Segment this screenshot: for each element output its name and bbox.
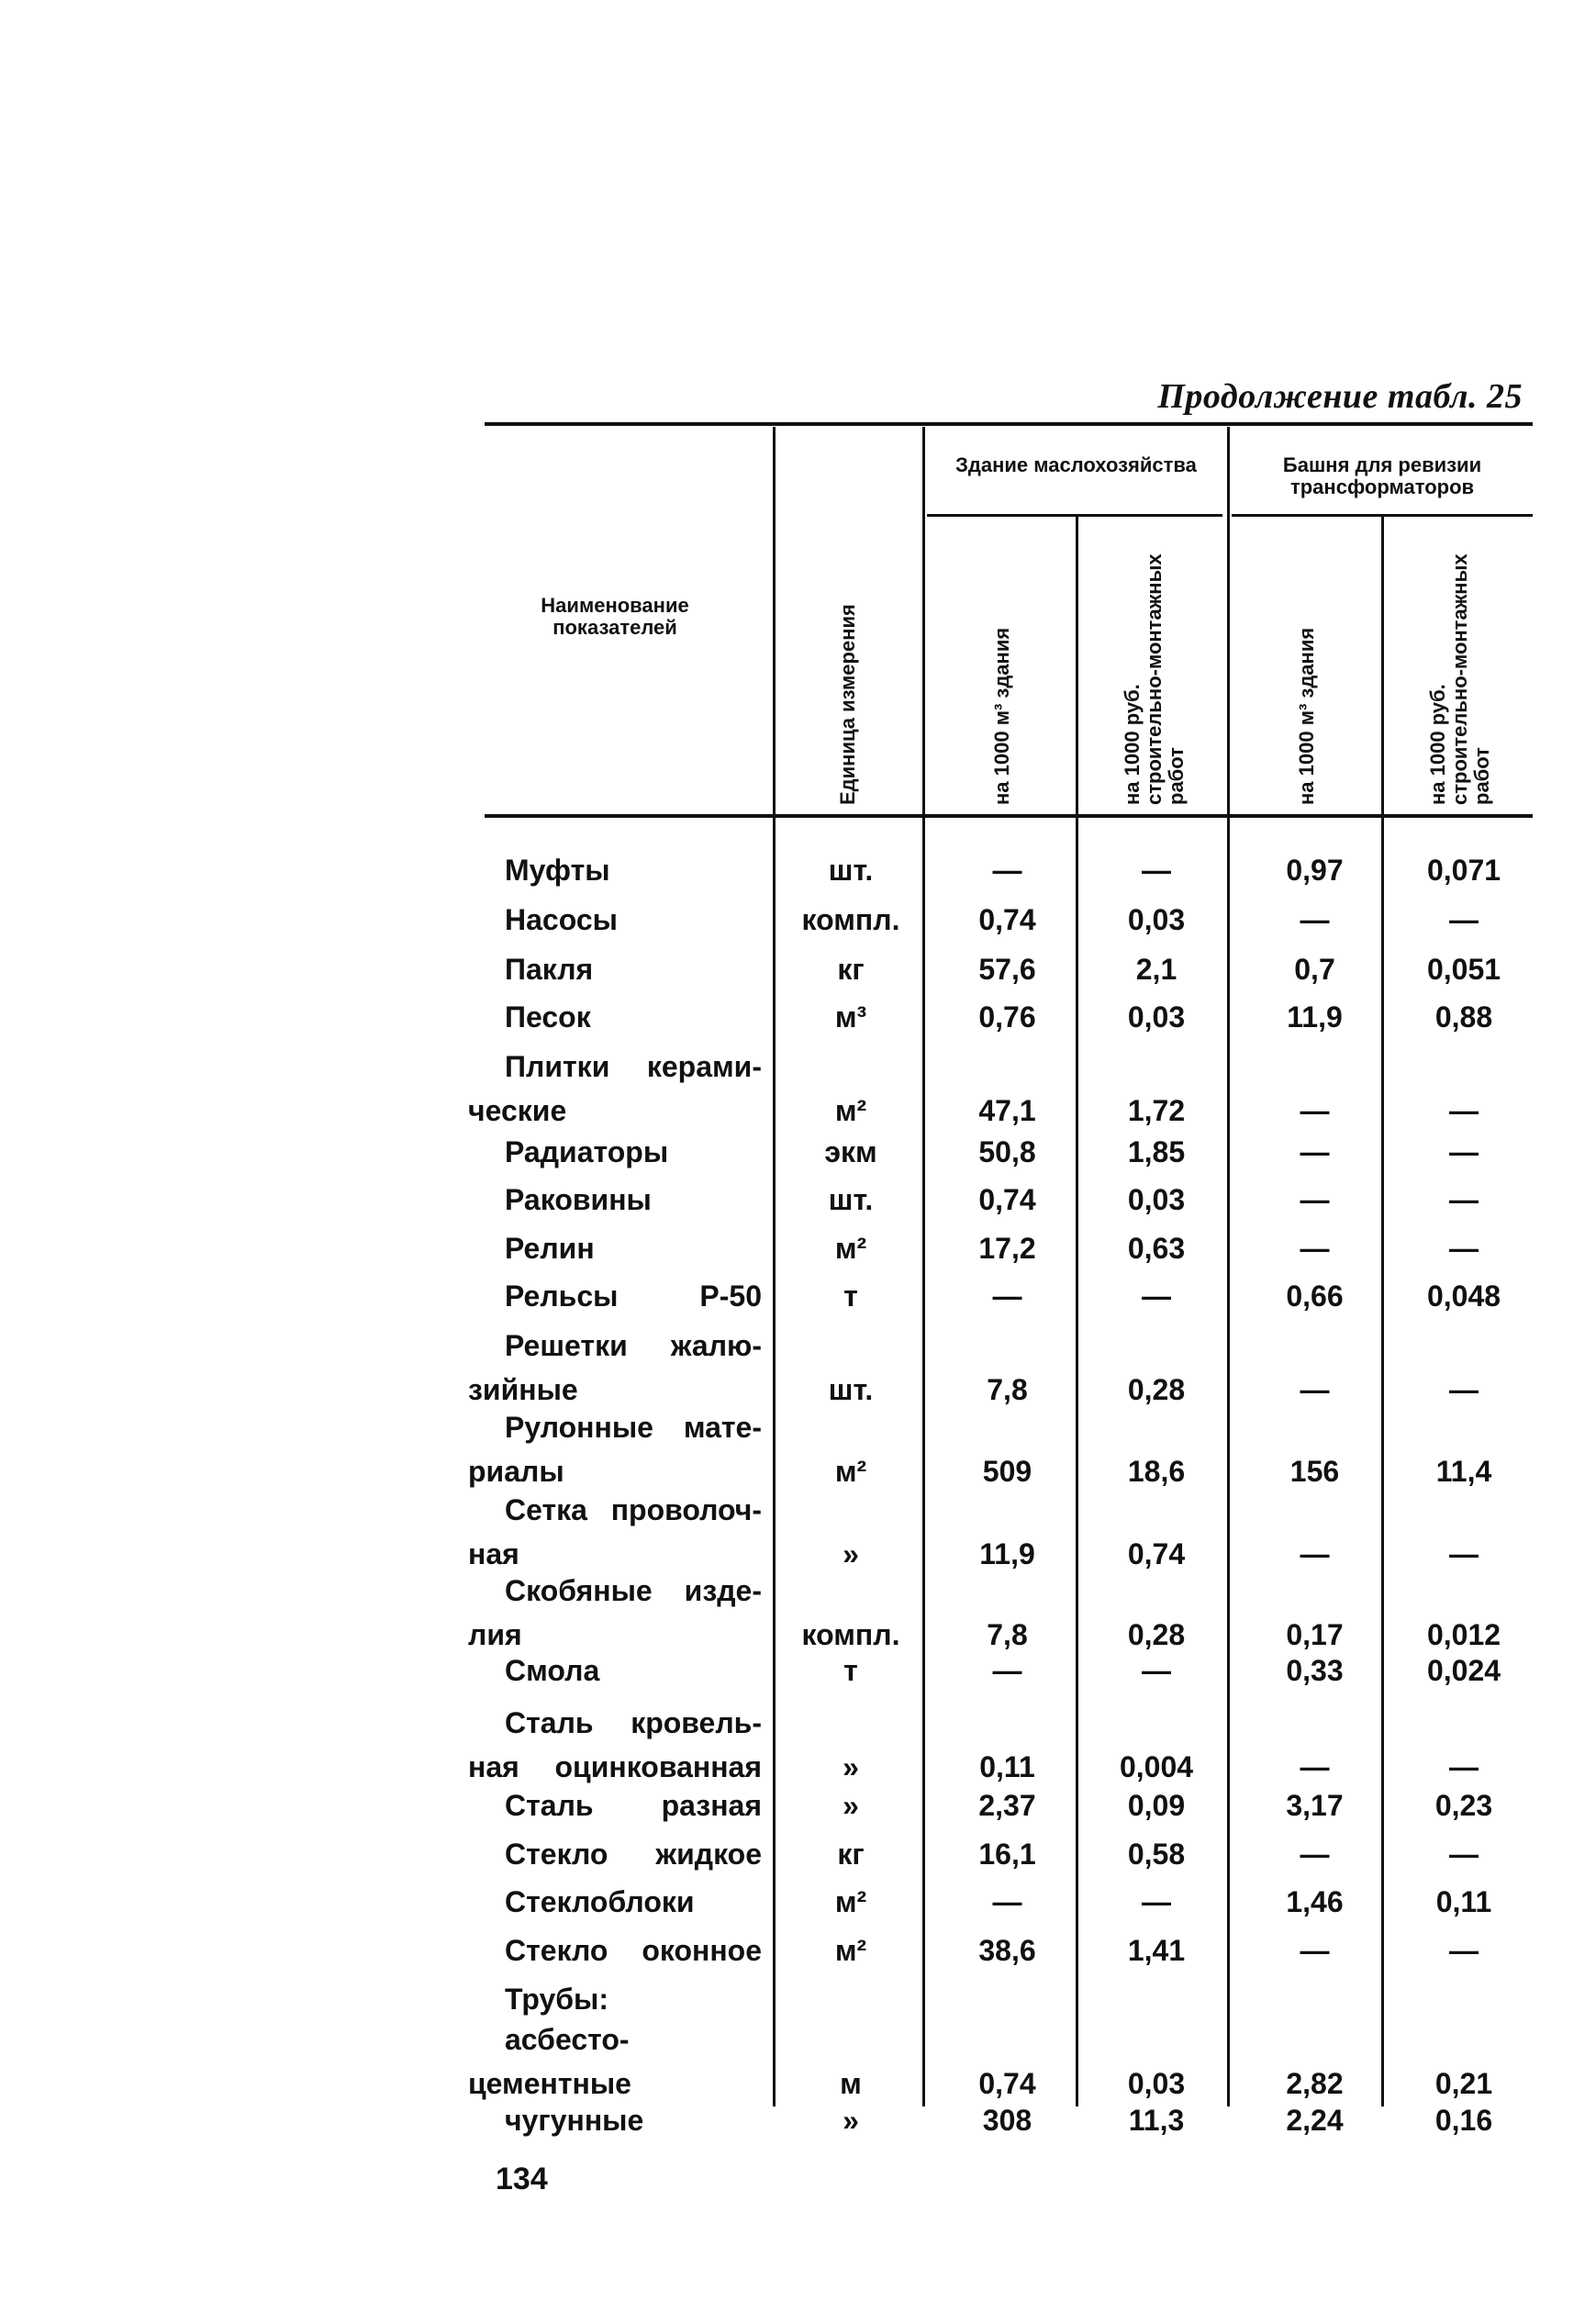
row-unit: » bbox=[843, 1750, 859, 1783]
row-value-tower-volume: 0,33 bbox=[1286, 1654, 1344, 1687]
row-name: Муфты bbox=[505, 854, 610, 887]
row-value-tower-volume: 2,82 bbox=[1286, 2067, 1344, 2100]
row-value-building-cost: — bbox=[1142, 1654, 1171, 1687]
row-value-tower-volume: 0,66 bbox=[1286, 1279, 1344, 1313]
row-value-tower-volume: 0,7 bbox=[1294, 953, 1335, 986]
row-value-building-cost: 1,72 bbox=[1127, 1094, 1186, 1127]
header-group1: Здание маслохозяйства bbox=[955, 453, 1197, 476]
row-value-building-volume: 308 bbox=[982, 2104, 1032, 2137]
row-name: Плитки керами- bbox=[505, 1050, 762, 1083]
row-value-building-cost: 0,28 bbox=[1127, 1373, 1186, 1406]
row-name: Раковины bbox=[505, 1183, 652, 1216]
row-value-tower-volume: 0,97 bbox=[1286, 854, 1344, 887]
row-value-building-volume: 38,6 bbox=[978, 1934, 1036, 1967]
row-value-building-volume: 0,74 bbox=[978, 2067, 1036, 2100]
row-name: Решетки жалю- bbox=[505, 1329, 762, 1362]
row-unit: » bbox=[843, 1537, 859, 1570]
row-value-building-cost: — bbox=[1142, 854, 1171, 887]
row-unit: компл. bbox=[801, 1618, 900, 1651]
row-value-building-cost: 1,85 bbox=[1127, 1135, 1186, 1168]
row-value-building-volume: 7,8 bbox=[987, 1373, 1028, 1406]
row-value-building-volume: — bbox=[992, 1654, 1022, 1687]
vrule-groups bbox=[1227, 427, 1230, 2106]
row-value-building-volume: — bbox=[992, 1279, 1022, 1313]
row-value-building-volume: 509 bbox=[982, 1455, 1032, 1488]
row-value-tower-volume: 2,24 bbox=[1286, 2104, 1344, 2137]
row-unit: шт. bbox=[828, 1183, 874, 1216]
header-unit: Единица измерения bbox=[836, 604, 859, 805]
row-name: Рулонные мате- bbox=[505, 1411, 762, 1444]
table-caption: Продолжение табл. 25 bbox=[1157, 377, 1523, 416]
row-name: Рельсы Р-50 bbox=[505, 1279, 762, 1313]
row-value-tower-volume: 11,9 bbox=[1287, 1000, 1343, 1034]
row-value-tower-volume: — bbox=[1300, 1135, 1330, 1168]
row-name: Скобяные изде- bbox=[505, 1574, 762, 1607]
row-value-building-volume: 2,37 bbox=[978, 1789, 1036, 1822]
row-value-building-volume: 57,6 bbox=[978, 953, 1036, 986]
row-value-building-volume: 0,11 bbox=[979, 1750, 1035, 1783]
row-value-tower-cost: — bbox=[1449, 1750, 1479, 1783]
row-value-building-volume: — bbox=[992, 1885, 1022, 1918]
row-value-building-volume: 11,9 bbox=[979, 1537, 1035, 1570]
row-name: Смола bbox=[505, 1654, 600, 1687]
row-value-tower-volume: — bbox=[1300, 1838, 1330, 1871]
row-value-tower-volume: 1,46 bbox=[1286, 1885, 1344, 1918]
row-value-tower-cost: 0,024 bbox=[1426, 1654, 1501, 1687]
row-value-tower-cost: 0,16 bbox=[1434, 2104, 1493, 2137]
row-unit: м² bbox=[834, 1094, 867, 1127]
row-unit: шт. bbox=[828, 1373, 874, 1406]
header-sub2: на 1000 руб. строительно-монтажных работ bbox=[1121, 553, 1188, 805]
row-name: Сталь разная bbox=[505, 1789, 762, 1822]
row-value-tower-volume: — bbox=[1300, 1183, 1330, 1216]
row-name-cont: ная оцинкованная bbox=[468, 1750, 762, 1783]
row-name-cont: цементные bbox=[468, 2067, 631, 2100]
row-unit: компл. bbox=[801, 903, 900, 936]
row-value-building-volume: 16,1 bbox=[978, 1838, 1036, 1871]
row-name-cont: риалы bbox=[468, 1455, 564, 1488]
row-name-cont: лия bbox=[468, 1618, 522, 1651]
header-bottom-rule bbox=[485, 814, 1533, 818]
row-value-building-cost: 18,6 bbox=[1127, 1455, 1186, 1488]
row-value-tower-volume: — bbox=[1300, 1094, 1330, 1127]
row-value-tower-cost: — bbox=[1449, 1373, 1479, 1406]
row-value-building-cost: 1,41 bbox=[1127, 1934, 1186, 1967]
row-name: Стекло оконное bbox=[505, 1934, 762, 1967]
row-unit: » bbox=[843, 1789, 859, 1822]
row-name: Сталь кровель- bbox=[505, 1706, 762, 1739]
row-value-building-cost: 0,63 bbox=[1127, 1232, 1186, 1265]
row-value-building-volume: 7,8 bbox=[987, 1618, 1028, 1651]
row-value-building-volume: 0,76 bbox=[978, 1000, 1036, 1034]
row-value-tower-cost: 0,88 bbox=[1434, 1000, 1493, 1034]
row-unit: кг bbox=[837, 953, 865, 986]
row-name: Стеклоблоки bbox=[505, 1885, 695, 1918]
header-sub4: на 1000 руб. строительно-монтажных работ bbox=[1426, 553, 1493, 805]
row-unit: кг bbox=[837, 1838, 865, 1871]
row-value-tower-cost: — bbox=[1449, 903, 1479, 936]
row-value-tower-volume: — bbox=[1300, 1373, 1330, 1406]
row-value-tower-cost: 0,23 bbox=[1434, 1789, 1493, 1822]
row-value-building-cost: 0,58 bbox=[1127, 1838, 1186, 1871]
row-name: асбесто- bbox=[505, 2023, 630, 2056]
row-value-building-cost: 0,09 bbox=[1127, 1789, 1186, 1822]
group1-underline bbox=[927, 514, 1222, 517]
row-value-building-cost: 11,3 bbox=[1128, 2104, 1185, 2137]
row-unit: м² bbox=[834, 1885, 867, 1918]
row-value-tower-cost: — bbox=[1449, 1183, 1479, 1216]
row-unit: м² bbox=[834, 1934, 867, 1967]
row-value-building-cost: 0,03 bbox=[1127, 1000, 1186, 1034]
row-unit: т bbox=[843, 1654, 858, 1687]
row-value-tower-cost: 0,11 bbox=[1435, 1885, 1492, 1918]
row-value-tower-volume: — bbox=[1300, 1934, 1330, 1967]
vrule-unit-left bbox=[773, 427, 776, 2106]
row-value-tower-volume: — bbox=[1300, 1537, 1330, 1570]
row-value-building-cost: 2,1 bbox=[1135, 953, 1177, 986]
row-unit: шт. bbox=[828, 854, 874, 887]
row-value-building-cost: — bbox=[1142, 1885, 1171, 1918]
row-value-tower-volume: — bbox=[1300, 1232, 1330, 1265]
row-name: чугунные bbox=[505, 2104, 644, 2137]
row-value-tower-cost: — bbox=[1449, 1135, 1479, 1168]
row-name: Трубы: bbox=[505, 1983, 608, 2016]
row-unit: м³ bbox=[834, 1000, 867, 1034]
row-value-building-cost: — bbox=[1142, 1279, 1171, 1313]
row-value-tower-cost: — bbox=[1449, 1094, 1479, 1127]
header-name: Наименование показателей bbox=[541, 594, 689, 639]
row-value-tower-cost: 0,012 bbox=[1426, 1618, 1501, 1651]
row-name: Насосы bbox=[505, 903, 618, 936]
row-name: Радиаторы bbox=[505, 1135, 669, 1168]
row-value-building-volume: 0,74 bbox=[978, 1183, 1036, 1216]
row-value-building-volume: 47,1 bbox=[978, 1094, 1036, 1127]
header-sub3: на 1000 м³ здания bbox=[1295, 627, 1318, 805]
row-value-tower-volume: 0,17 bbox=[1286, 1618, 1344, 1651]
row-unit: экм bbox=[824, 1135, 877, 1168]
row-unit: » bbox=[843, 2104, 859, 2137]
row-name-cont: зийные bbox=[468, 1373, 578, 1406]
row-unit: м² bbox=[834, 1232, 867, 1265]
row-value-tower-volume: 3,17 bbox=[1286, 1789, 1344, 1822]
row-unit: м bbox=[840, 2067, 862, 2100]
top-rule bbox=[485, 422, 1533, 426]
row-name: Сетка проволоч- bbox=[505, 1493, 762, 1526]
header-group2: Башня для ревизии трансформаторов bbox=[1282, 453, 1482, 498]
row-value-tower-volume: — bbox=[1300, 903, 1330, 936]
vrule-unit-right bbox=[922, 427, 925, 2106]
row-value-tower-cost: 0,051 bbox=[1426, 953, 1501, 986]
row-name: Пакля bbox=[505, 953, 594, 986]
row-value-tower-cost: 0,071 bbox=[1426, 854, 1501, 887]
row-unit: м² bbox=[834, 1455, 867, 1488]
row-value-building-volume: 0,74 bbox=[978, 903, 1036, 936]
row-name-cont: ческие bbox=[468, 1094, 567, 1127]
row-name-cont: ная bbox=[468, 1537, 519, 1570]
row-value-tower-volume: — bbox=[1300, 1750, 1330, 1783]
header-sub1: на 1000 м³ здания bbox=[990, 627, 1013, 805]
row-value-building-cost: 0,28 bbox=[1127, 1618, 1186, 1651]
row-value-tower-cost: — bbox=[1449, 1934, 1479, 1967]
row-value-tower-cost: 11,4 bbox=[1435, 1455, 1492, 1488]
row-name: Релин bbox=[505, 1232, 595, 1265]
row-value-tower-cost: 0,21 bbox=[1434, 2067, 1493, 2100]
row-value-tower-cost: 0,048 bbox=[1426, 1279, 1501, 1313]
row-value-building-cost: 0,74 bbox=[1127, 1537, 1186, 1570]
row-value-building-volume: — bbox=[992, 854, 1022, 887]
row-value-building-cost: 0,03 bbox=[1127, 2067, 1186, 2100]
row-value-building-cost: 0,03 bbox=[1127, 903, 1186, 936]
row-value-building-cost: 0,004 bbox=[1119, 1750, 1194, 1783]
row-value-building-volume: 50,8 bbox=[978, 1135, 1036, 1168]
row-value-tower-volume: 156 bbox=[1289, 1455, 1340, 1488]
row-value-tower-cost: — bbox=[1449, 1232, 1479, 1265]
row-value-building-volume: 17,2 bbox=[978, 1232, 1036, 1265]
page-number: 134 bbox=[496, 2162, 548, 2196]
row-unit: т bbox=[843, 1279, 858, 1313]
row-value-tower-cost: — bbox=[1449, 1838, 1479, 1871]
row-name: Песок bbox=[505, 1000, 591, 1034]
row-value-building-cost: 0,03 bbox=[1127, 1183, 1186, 1216]
row-name: Стекло жидкое bbox=[505, 1838, 762, 1871]
row-value-tower-cost: — bbox=[1449, 1537, 1479, 1570]
